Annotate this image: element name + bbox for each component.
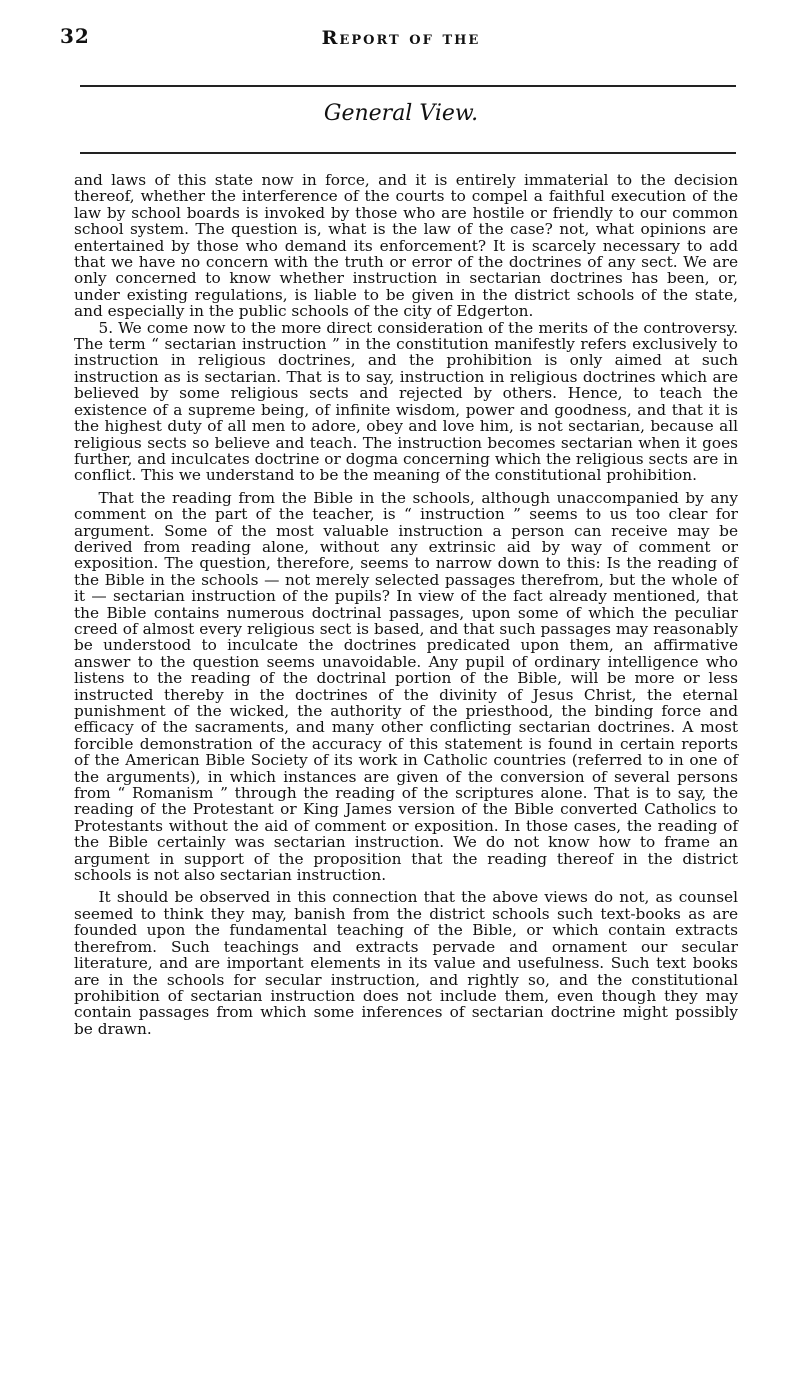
paragraph-bible-reading: That the reading from the Bible in the schools, although unaccompanied by any comment on the part of the teacher, is “ instruction ” seems to us too clear for argument. Some of the most valuable instruction a person can receive may be derived from reading alone, without any extrinsic aid by way of comment or exposition. The question, therefore, seems to narrow down to this: Is the reading of the Bible in the schools — not merely selected passages therefrom, but the whole of it — sectarian instruction of the pupils? In view of the fact already mentioned, that the Bible contains numerous doctrinal passages, upon some of which the peculiar creed of almost every religious sect is based, and that such passages may reasonably be understood to inculcate the doctrines predicated upon them, an affirmative answer to the question seems unavoidable. Any pupil of ordinary intelligence who listens to the reading of the doctrinal portion of the Bible, will be more or less instructed thereby in the doctrines of the divinity of Jesus Christ, the eternal punishment of the wicked, the authority of the priesthood, the binding force and efficacy of the sacraments, and many other conflicting sectarian doctrines. A most forcible demonstration of the accuracy of this statement is found in certain reports of the American Bible Society of its work in Catholic countries (referred to in one of the arguments), in which instances are given of the conversion of several persons from “ Romanism ” through the reading of the scriptures alone. That is to say, the reading of the Protestant or King James version of the Bible converted Catholics to Protestants without the aid of comment or exposition. In those cases, the reading of the Bible certainly was sectarian instruction. We do not know how to frame an argument in support of the proposition that the reading thereof in the district schools is not also sectarian instruction. [74, 488, 738, 885]
running-head: Report of the [321, 27, 481, 49]
section-title: General View. [323, 101, 479, 126]
body-text [74, 172, 738, 1037]
paragraph-continuation: and laws of this state now in force, and it is entirely immaterial to the decision thereof, whether the interference of the courts to compel a faithful execution of the law by school boards is invoked by those who are hostile or friendly to our common school system. The question is, what is the law of the case? not, what opinions are entertained by those who demand its enforcement? It is scarcely necessary to add that we have no concern with the truth or error of the doctrines of any sect. We are only concerned to know whether instruction in sectarian doctrines has been, or, under existing regulations, is liable to be given in the district schools of the state, and especially in the public schools of the city of Edgerton. [74, 171, 738, 321]
paragraph-text-books: It should be observed in this connection that the above views do not, as counsel seemed to think they may, banish from the district schools such text-books as are founded upon the fundamental teaching of the Bible, or which contain extracts therefrom. Such teachings and extracts pervade and ornament our secular literature, and are important elements in its value and usefulness. Such text books are in the schools for secular instruction, and rightly so, and the constitutional prohibition of sectarian instruction does not include them, even though they may contain passages from which some inferences of sectarian doctrine might possibly be drawn. [74, 888, 738, 1038]
header-rule-top [80, 85, 736, 87]
header-rule-bottom [80, 152, 736, 154]
page-number: 32 [60, 24, 90, 48]
paragraph-section-5: 5. We come now to the more direct consideration of the merits of the controversy. The term “ sectarian instruction ” in the constitution manifestly refers exclusively to instruction in religious doctrines, and the prohibition is only aimed at such instruction as is sectarian. That is to say, instruction in religious doctrines which are believed by some religious sects and rejected by others. Hence, to teach the existence of a supreme being, of infinite wisdom, power and goodness, and that it is the highest duty of all men to adore, obey and love him, is not sectarian, because all religious sects so believe and teach. The instruction becomes sectarian when it goes further, and inculcates doctrine or dogma concerning which the religious sects are in conflict. This we understand to be the meaning of the constitutional prohibition. [74, 318, 738, 485]
